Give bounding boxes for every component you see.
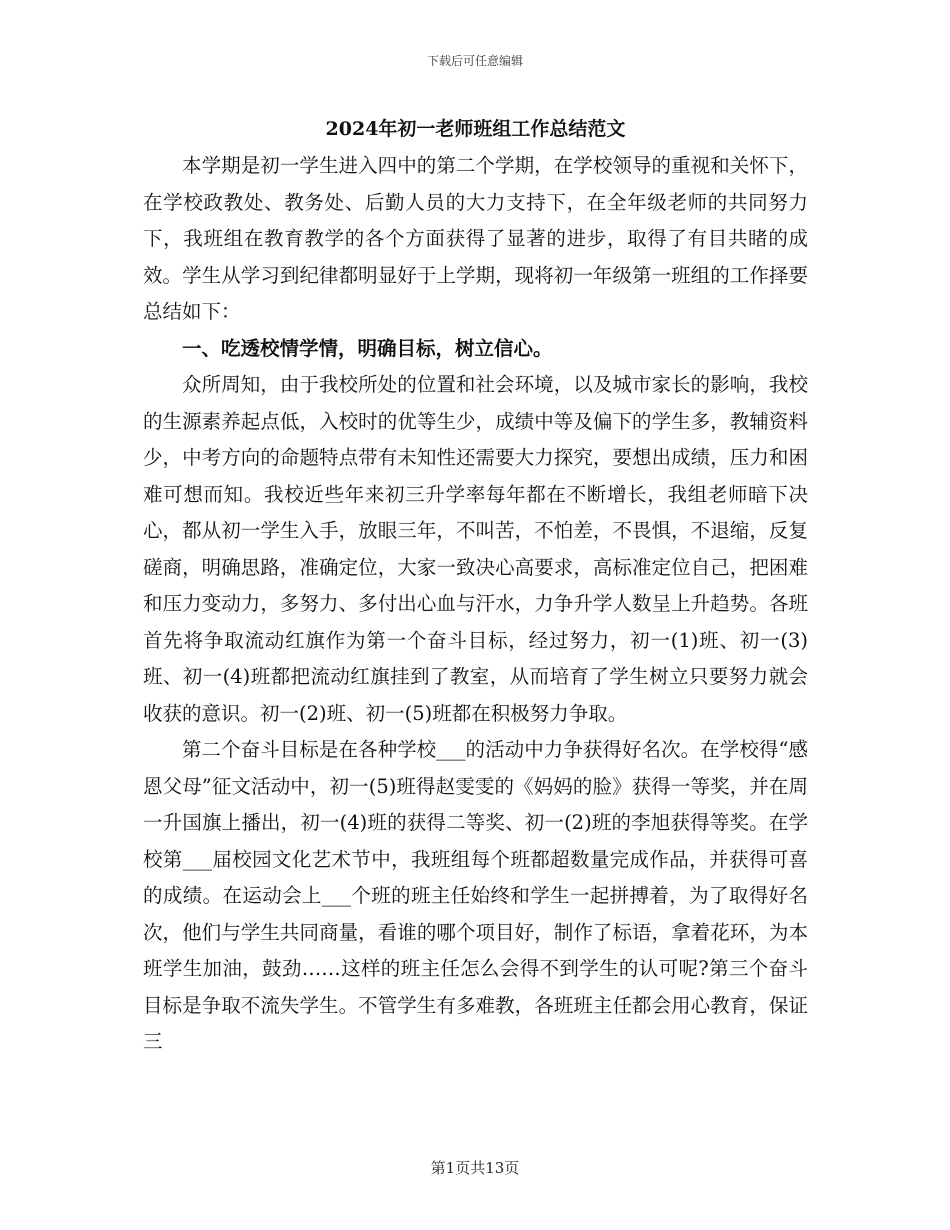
section-heading-1: 一、吃透校情学情，明确目标，树立信心。: [182, 336, 553, 360]
page-footer-number: 第1页共13页: [430, 1159, 520, 1177]
page-header-note: 下载后可任意编辑: [426, 54, 523, 68]
document-title: 2024年初一老师班组工作总结范文: [325, 118, 626, 140]
paragraph-intro: 本学期是初一学生进入四中的第二个学期，在学校领导的重视和关怀下，在学校政教处、教务处、后勤人员的大力支持下，在全年级老师的共同努力下，我班组在教育教学的各个方面获得了显著的进步，取得了有目共睹的成效。学生从学习到纪律都明显好于上学期，现将初一年级第一班组的工作择要总结如下：: [143, 154, 808, 323]
paragraph-second-goal: 第二个奋斗目标是在各种学校___的活动中力争获得好名次。在学校得“感恩父母”征文活动中，初一(5)班得赵雯雯的《妈妈的脸》获得一等奖，并在周一升国旗上播出，初一(4)班的获得二等奖、初一(2)班的李旭获得等奖。在学校第___届校园文化艺术节中，我班组每个班都超数量完成作品，并获得可喜的成绩。在运动会上___个班的班主任始终和学生一起拼搏着，为了取得好名次，他们与学生共同商量，看谁的哪个项目好，制作了标语，拿着花环，为本班学生加油，鼓劲……这样的班主任怎么会得不到学生的认可呢?第三个奋斗目标是争取不流失学生。不管学生有多难教，各班班主任都会用心教育，保证三: [143, 738, 808, 1053]
paragraph-section-1: 众所周知，由于我校所处的位置和社会环境，以及城市家长的影响，我校的生源素养起点低，入校时的优等生少，成绩中等及偏下的学生多，教辅资料少，中考方向的命题特点带有未知性还需要大力探究，要想出成绩，压力和困难可想而知。我校近些年来初三升学率每年都在不断增长，我组老师暗下决心，都从初一学生入手，放眼三年，不叫苦，不怕差，不畏惧，不退缩，反复磋商，明确思路，准确定位，大家一致决心高要求，高标准定位自己，把困难和压力变动力，多努力、多付出心血与汗水，力争升学人数呈上升趋势。各班首先将争取流动红旗作为第一个奋斗目标，经过努力，初一(1)班、初一(3)班、初一(4)班都把流动红旗挂到了教室，从而培育了学生树立只要努力就会收获的意识。初一(2)班、初一(5)班都在积极努力争取。: [143, 373, 808, 725]
document-body: [143, 110, 808, 1061]
